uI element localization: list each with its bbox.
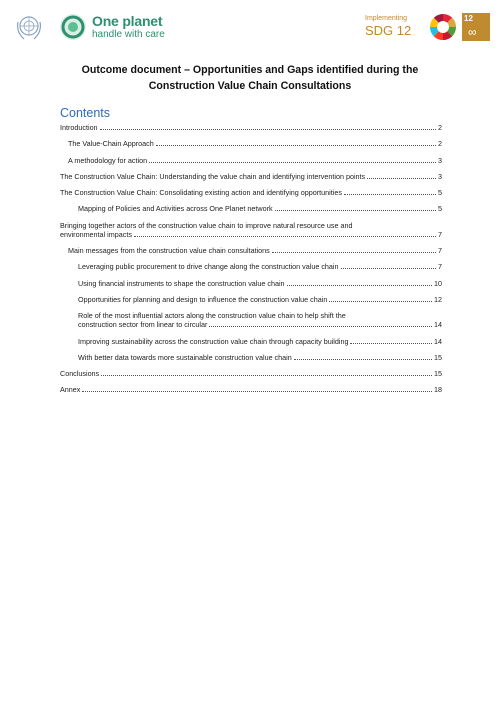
toc-entry[interactable] — [60, 295, 442, 304]
toc-leader — [100, 129, 436, 130]
toc-page-number: 7 — [438, 246, 442, 256]
toc-entry-text: Leveraging public procurement to drive change along the construction value chain — [78, 262, 339, 272]
toc-entry-text: With better data towards more sustainable construction value chain — [78, 352, 292, 362]
toc-entry[interactable] — [60, 337, 442, 346]
un-emblem-icon — [14, 12, 44, 42]
toc-leader — [350, 343, 432, 344]
toc-leader — [149, 162, 436, 163]
toc-leader — [344, 194, 436, 195]
toc-leader — [209, 326, 432, 327]
toc-leader — [275, 210, 436, 211]
toc-page-number: 14 — [434, 320, 442, 330]
toc-leader — [134, 236, 436, 237]
toc-page-number: 15 — [434, 352, 442, 362]
sdg12-infinity-icon: ∞ — [468, 25, 477, 39]
toc-entry-text: Improving sustainability across the construction value chain through capacity building — [78, 336, 349, 346]
toc-leader — [287, 285, 432, 286]
toc-entry-text: A methodology for action — [68, 155, 148, 165]
toc-entry[interactable] — [60, 156, 442, 165]
toc-leader — [329, 301, 432, 302]
document-title-line2: Construction Value Chain Consultations — [148, 80, 352, 92]
toc-leader — [156, 145, 436, 146]
toc-entry[interactable] — [60, 139, 442, 148]
toc-page-number: 15 — [434, 369, 442, 379]
sdg-implementing-text: Implementing — [365, 15, 408, 22]
toc-entry[interactable] — [60, 262, 442, 271]
toc-entry-text: The Construction Value Chain: Understanding the value chain and identifying intervention points — [60, 171, 366, 181]
toc-entry-text: Main messages from the construction value chain consultations — [68, 246, 270, 256]
toc-leader — [82, 391, 432, 392]
toc-entry-text: Mapping of Policies and Activities across One Planet network — [78, 204, 273, 214]
one-planet-subtitle: handle with care — [92, 29, 165, 40]
toc-entry-text-line1: Role of the most influential actors along the construction value chain to help shift the — [78, 311, 346, 321]
toc-page-number: 5 — [438, 188, 442, 198]
toc-entry[interactable] — [60, 188, 442, 197]
toc-entry-text-line2: environmental impacts — [60, 229, 132, 239]
toc-leader — [101, 375, 432, 376]
one-planet-wordmark — [92, 14, 165, 40]
toc-entry[interactable] — [60, 369, 442, 378]
page-header — [0, 8, 500, 48]
toc-page-number: 5 — [438, 204, 442, 214]
sdg12-badge-number: 12 — [464, 14, 473, 23]
toc-page-number: 10 — [434, 278, 442, 288]
toc-entry[interactable] — [60, 246, 442, 255]
toc-page-number: 12 — [434, 294, 442, 304]
sdg-implementing-label — [365, 14, 411, 38]
toc-page-number: 7 — [438, 229, 442, 239]
one-planet-logo-icon — [58, 12, 88, 42]
toc-leader — [367, 178, 436, 179]
toc-page-number: 2 — [438, 139, 442, 149]
toc-entry[interactable] — [60, 204, 442, 213]
toc-entry-line2 — [78, 320, 442, 329]
toc-entry-text: Annex — [60, 385, 81, 395]
toc-page-number: 3 — [438, 171, 442, 181]
toc-entry-text: Using financial instruments to shape the construction value chain — [78, 278, 285, 288]
document-title — [40, 62, 460, 94]
toc-entry-text: Introduction — [60, 123, 98, 132]
sdg-wheel-icon — [429, 13, 457, 41]
document-title-line1: Outcome document – Opportunities and Gaps identified during the — [81, 64, 419, 76]
toc-entry-text-line2: construction sector from linear to circular — [78, 320, 208, 330]
toc-entry[interactable] — [60, 353, 442, 362]
toc-entry-text: The Value-Chain Approach — [68, 139, 154, 149]
toc-leader — [272, 252, 436, 253]
sdg12-badge-icon — [462, 13, 490, 41]
toc-entry-text: Opportunities for planning and design to influence the construction value chain — [78, 294, 328, 304]
toc-page-number: 3 — [438, 155, 442, 165]
toc-entry-text: Conclusions — [60, 369, 100, 379]
toc-entry[interactable] — [60, 172, 442, 181]
toc-leader — [341, 268, 436, 269]
toc-leader — [294, 359, 432, 360]
toc-entry-line2 — [60, 230, 442, 239]
toc-page-number: 7 — [438, 262, 442, 272]
toc-entry-text-line1: Bringing together actors of the construction value chain to improve natural resource use and — [60, 220, 353, 230]
toc-entry[interactable] — [60, 385, 442, 394]
table-of-contents — [60, 123, 442, 402]
one-planet-title: One planet — [92, 13, 163, 29]
toc-entry[interactable] — [60, 279, 442, 288]
toc-page-number: 2 — [438, 123, 442, 132]
sdg-label: SDG 12 — [365, 23, 412, 38]
toc-entry[interactable] — [60, 123, 442, 132]
toc-entry[interactable] — [60, 221, 442, 239]
toc-page-number: 18 — [434, 385, 442, 395]
contents-heading: Contents — [60, 106, 111, 120]
toc-entry-text: The Construction Value Chain: Consolidating existing action and identifying opportunities — [60, 188, 342, 198]
toc-page-number: 14 — [434, 336, 442, 346]
toc-entry[interactable] — [60, 311, 442, 329]
